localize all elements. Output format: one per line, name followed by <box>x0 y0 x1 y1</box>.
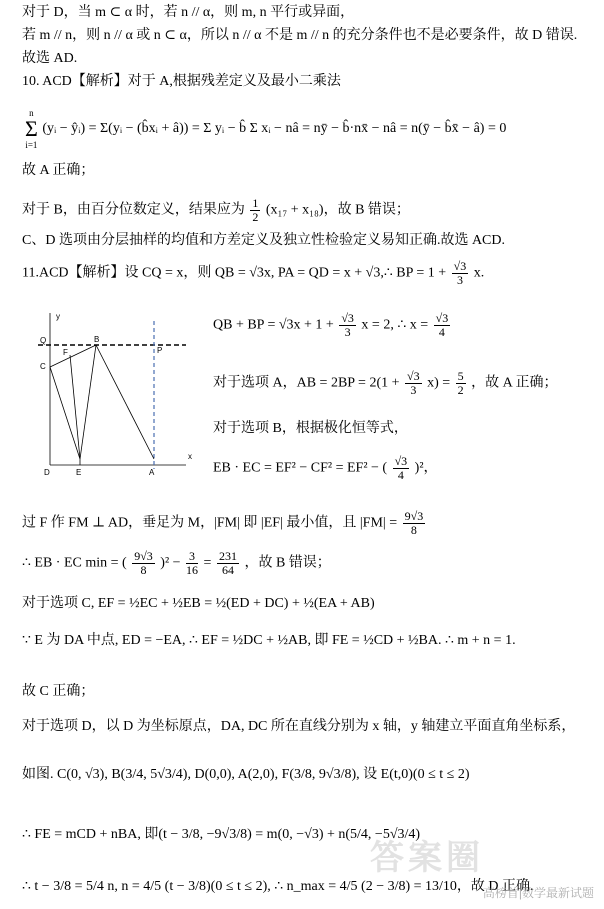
option-a-text: 对于选项 A，AB = 2BP = 2(1 + $\frac{√3}{3}$ x) = $\frac{5}{2}$ ，故 A 正确； <box>213 369 558 397</box>
fe-vector-line: ∴ FE = mCD + nBA, 即(t − 3/8, −9√3/8) = m(0, −√3) + n(5/4, −5√3/4) <box>22 827 421 842</box>
fraction-sqrt3-over-3: $\frac{√3}{3}$ <box>453 259 467 287</box>
text-line-2: 若 m // n，则 n // α 或 n ⊂ α，所以 n // α 不是 m // n 的充分条件也不是必要条件，故 D 错误. <box>22 28 578 43</box>
label-p: P <box>157 346 163 355</box>
label-c: C <box>40 362 46 371</box>
fraction-half: $\frac{1}{2}$ <box>252 196 259 224</box>
label-x: x <box>188 452 192 461</box>
label-d: D <box>44 468 50 477</box>
n-max-line: ∴ t − 3/8 = 5/4 n, n = 4/5 (t − 3/8)(0 ≤ t ≤ 2), ∴ n_max = 4/5 (2 − 3/8) = 13/10，故 D 正确. <box>22 879 534 894</box>
watermark-text: 高榜首|数学最新试题 <box>482 886 594 900</box>
text-line-a-correct: 故 A 正确； <box>22 163 95 178</box>
label-y: y <box>56 312 60 321</box>
text-line-cd: C、D 选项由分层抽样的均值和方差定义及独立性检验定义易知正确.故选 ACD. <box>22 233 506 248</box>
option-b-text: 对于选项 B，根据极化恒等式， <box>213 421 408 436</box>
geometry-figure <box>36 307 196 477</box>
option-d-text: 对于选项 D，以 D 为坐标原点，DA, DC 所在直线分别为 x 轴，y 轴建立平面直角坐标系， <box>22 719 576 734</box>
text-line-b: 对于 B，由百分位数定义，结果应为 $\frac{1}{2}$ (x₁₇ + x₁₈)，故 B 错误； <box>22 196 410 224</box>
option-c-text: 对于选项 C, EF = ½EC + ½EB = ½(ED + DC) + ½(EA + AB) <box>22 596 375 611</box>
text-fm-perp: 过 F 作 FM ⊥ AD，垂足为 M，|FM| 即 |EF| 最小值，且 |FM| = $\frac{9√3}{8}$ <box>22 509 424 537</box>
text-line-1: 对于 D，当 m ⊂ α 时，若 n // α，则 m, n 平行或异面， <box>22 5 355 20</box>
text-min-dot-product: ∴ EB · EC min = ( $\frac{9√3}{8}$ )² − $\frac{3}{16}$ = $\frac{231}{64}$ ，故 B 错误； <box>22 549 331 577</box>
watermark-logo: 答案圈 <box>370 838 484 878</box>
eq-x-solution: QB + BP = √3x + 1 + $\frac{√3}{3}$ x = 2, ∴ x = $\frac{√3}{4}$ <box>213 311 449 339</box>
text-c-correct: 故 C 正确； <box>22 684 95 699</box>
q10-header: 10. ACD【解析】对于 A,根据残差定义及最小二乘法 <box>22 74 341 89</box>
label-e: E <box>76 468 82 477</box>
label-b: B <box>94 335 100 344</box>
label-a: A <box>149 468 155 477</box>
label-q: Q <box>40 336 47 345</box>
residual-sum-equation: n Σ i=1 (yᵢ − ŷᵢ) = Σ(yᵢ − (b̂xᵢ + â)) = Σ yᵢ − b̂ Σ xᵢ − nâ = nȳ − b̂·nx̄ − nâ = n(ȳ − b̂x̄ − â) = 0 <box>25 108 507 150</box>
sigma-symbol: n Σ i=1 <box>25 108 38 150</box>
label-f: F <box>63 348 68 357</box>
polarization-identity: EB · EC = EF² − CF² = EF² − ( $\frac{√3}{4}$ )²， <box>213 454 438 482</box>
option-c-midpoint: ∵ E 为 DA 中点, ED = −EA, ∴ EF = ½DC + ½AB, 即 FE = ½CD + ½BA. ∴ m + n = 1. <box>22 633 516 648</box>
coordinates-line: 如图. C(0, √3), B(3/4, 5√3/4), D(0,0), A(2,0), F(3/8, 9√3/8), 设 E(t,0)(0 ≤ t ≤ 2) <box>22 767 470 782</box>
q11-header: 11.ACD【解析】设 CQ = x，则 QB = √3x, PA = QD = x + √3,∴ BP = 1 + $\frac{√3}{3}$ x. <box>22 259 485 287</box>
text-line-3: 故选 AD. <box>22 51 78 66</box>
